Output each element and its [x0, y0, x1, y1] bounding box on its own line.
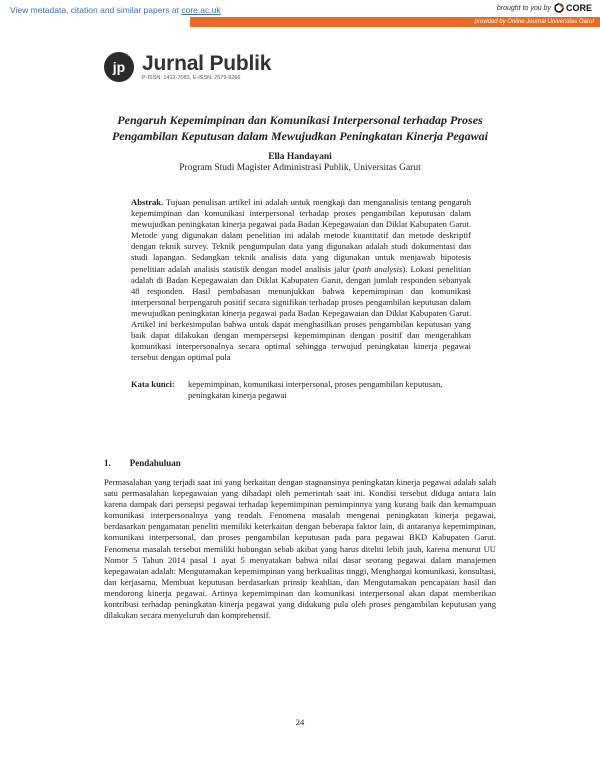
keywords-label-text: Kata kunci	[131, 379, 172, 389]
paper-title-line2: Pengambilan Keputusan dalam Mewujudkan Peningkatan Kinerja Pegawai	[111, 129, 489, 143]
core-icon	[554, 3, 564, 13]
author-name: Ella Handayani	[268, 152, 332, 162]
brought-by-text: brought to you by	[496, 4, 551, 12]
paper-title	[60, 112, 540, 144]
section-heading	[104, 458, 181, 468]
abstract-text-2: ). Lokasi penelitian adalah di Badan Kepegawaian dan Diklat Kabupaten Garut, dengan jumlah responden sebanyak 48 responden. Hasil pembahasan menunjukkan bahwa kepemimpinan dan komunikasi interpersonal berpengaruh positif secara signifikan terhadap proses pengambilan keputusan dalam mewujudkan peningkatan kinerja pegawai pada Badan Kepegawaian dan Diklat Kabupaten Garut. Artikel ini berkesimpulan bahwa untuk dapat menghasilkan proses pengambilan keputusan yang baik dapat dilakukan dengan mempersepsi kepemimpinan dengan positif dan mengerahkan komunikasi interpersonalnya secara optimal sehingga terwujud peningkatan kinerja pegawai tersebut dengan optimal pula	[131, 263, 471, 363]
journal-title-block	[142, 53, 271, 82]
core-link-text: core.ac.uk	[181, 5, 221, 15]
core-logo	[554, 3, 592, 13]
section-number: 1.	[104, 458, 111, 468]
journal-header	[104, 52, 271, 82]
journal-name: Jurnal Publik	[142, 51, 272, 75]
body-paragraph: Permasalahan yang terjadi saat ini yang berkaitan dengan stagnansinya peningkatan kinerja pegawai adalah salah satu permasalahan kepegawaian yang dihadapi oleh pemerintah saat ini. Kondisi tersebut diduga antara lain karena dampak dari persepsi pegawai terhadap kepemimpinan pemimpinnya yang kurang baik dan kemampuan komunikasi interpersonalnya yang rendah. Fenomena masalah mengenai peningkatan kinerja pegawai, berdasarkan pengamatan peneliti memiliki keterkaitan dengan beberapa faktor lain, di antaranya kepemimpinan, komunikasi interpersonal, dan proses pengambilan keputusan pada para pegawai BKD Kabupaten Garut. Fenomena masalah tersebut memiliki hubungan sebab akibat yang harus diteliti lebih jauh, karena menurut UU Nomor 5 Tahun 2014 pasal 1 ayat 5 menyatakan bahwa nilai dasar seorang pegawai dalam manajemen kepegawaian adalah: Mengutamakan kepemimpinan yang berkualitas tinggi, Menghargai komunikasi, konsultasi, dan kerjasama, Membuat keputusan berdasarkan prinsip keahlian, dan Mengutamakan pencapaian hasil dan mendorong kinerja pegawai. Artinya kepemimpinan dan komunikasi interpersonal akan dapat memberikan kontribusi terhadap peningkatan kinerja pegawai yang didukung pula oleh proses pengambilan keputusan yang dilakukan secara menyeluruh dan komprehensif.	[104, 477, 496, 621]
journal-issn: P-ISSN: 1412-7083, E-ISSN: 2579-9266	[142, 74, 241, 81]
core-banner	[0, 0, 600, 26]
paper-title-line1: Pengaruh Kepemimpinan dan Komunikasi Interpersonal terhadap Proses	[117, 113, 483, 127]
journal-logo-icon	[104, 52, 134, 82]
abstract-italic: path analysis	[355, 263, 403, 274]
author-affiliation: Program Studi Magister Administrasi Publik, Universitas Garut	[179, 163, 421, 173]
keywords-text: kepemimpinan, komunikasi interpersonal, proses pengambilan keputusan, peningkatan kinerja pegawai	[188, 379, 443, 401]
core-link-prefix: View metadata, citation and similar papers at	[10, 5, 182, 15]
keywords	[131, 379, 471, 401]
keywords-label	[131, 379, 188, 401]
abstract-text-1: Tujuan penulisan artikel ini adalah untuk mengkaji dan menganalisis tentang pengaruh kepemimpinan dan komunikasi interpersonal terhadap proses pengambilan keputusan dalam mewujudkan peningkatan kinerja pegawai pada Badan Kepegawaian dan Diklat Kabupaten Garut. Metode yang digunakan dalam penelitian ini adalah metode kuantitatif dan metode deskriptif dengan teknik survey. Teknik pengumpulan data yang digunakan adalah studi dokumentasi dan studi lapangan. Sedangkan teknik analisis data yang digunakan untuk menjawab hipotesis penelitian adalah analisis statistik dengan model analisis jalur (	[131, 197, 471, 274]
page-number: 24	[295, 717, 305, 727]
section-title: Pendahuluan	[129, 458, 181, 468]
brought-to-you[interactable]	[497, 3, 592, 13]
core-metadata-link[interactable]	[10, 5, 221, 15]
journal-logo-text: jp	[112, 59, 126, 75]
core-label: CORE	[565, 3, 592, 13]
abstract	[131, 197, 471, 363]
abstract-label: Abstrak.	[131, 197, 164, 207]
keywords-separator: :	[171, 379, 175, 389]
provided-by-banner: provided by Online Journal Universitas Garut	[190, 17, 600, 27]
